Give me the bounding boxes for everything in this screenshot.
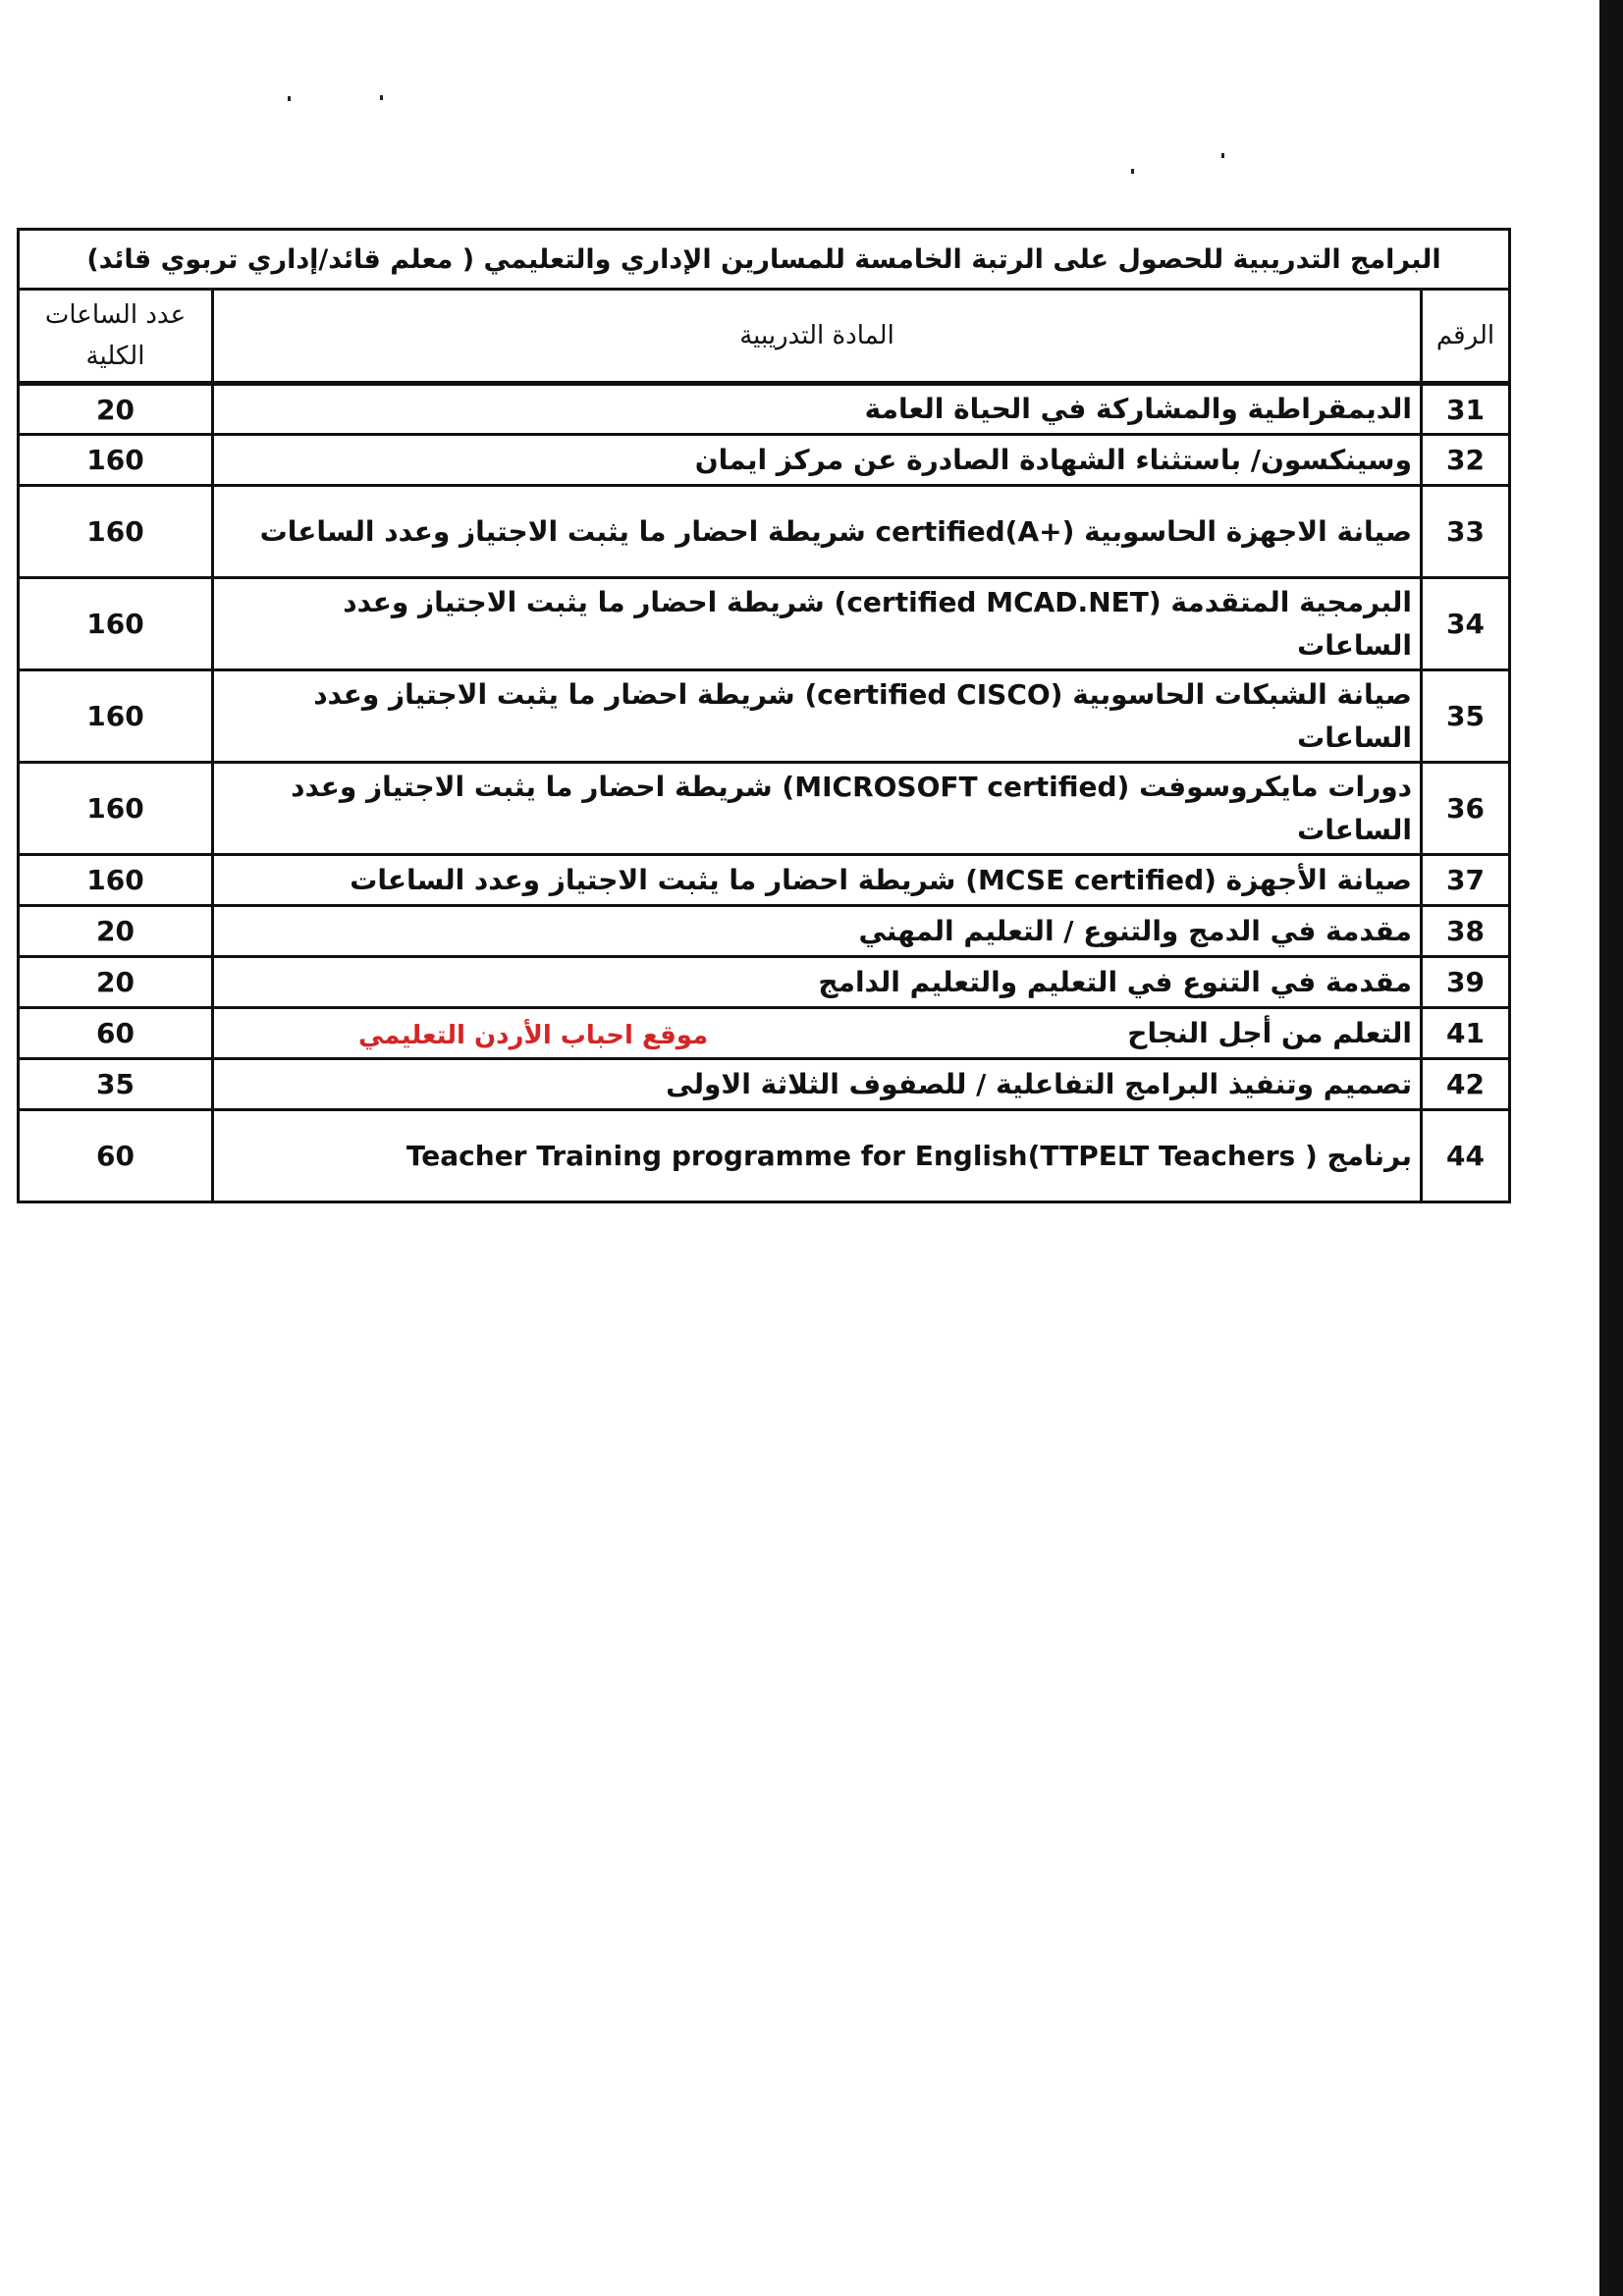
scan-speck [1131,169,1134,174]
row-hours: 160 [19,855,213,906]
table-row [19,578,1510,670]
row-subject: مقدمة في التنوع في التعليم والتعليم الدامج [213,957,1422,1008]
row-number: 42 [1422,1059,1510,1110]
row-subject: وسينكسون/ باستثناء الشهادة الصادرة عن مركز ايمان [213,435,1422,486]
row-hours: 60 [19,1008,213,1059]
table-row [19,486,1510,578]
row-subject: دورات مايكروسوفت (MICROSOFT certified) شريطة احضار ما يثبت الاجتياز وعدد الساعات [213,763,1422,855]
row-hours: 160 [19,435,213,486]
row-number: 35 [1422,670,1510,763]
scan-speck [380,95,383,100]
row-number: 38 [1422,906,1510,957]
row-subject: صيانة الأجهزة (MCSE certified) شريطة احضار ما يثبت الاجتياز وعدد الساعات [213,855,1422,906]
header-number: الرقم [1422,290,1510,384]
row-hours: 20 [19,384,213,435]
row-number: 32 [1422,435,1510,486]
row-hours: 160 [19,578,213,670]
row-hours: 20 [19,906,213,957]
row-number: 33 [1422,486,1510,578]
header-hours-line2: الكلية [85,342,145,371]
row-hours: 160 [19,486,213,578]
table-row [19,906,1510,957]
table-row [19,670,1510,763]
row-subject: مقدمة في الدمج والتنوع / التعليم المهني [213,906,1422,957]
row-number: 41 [1422,1008,1510,1059]
table-row [19,763,1510,855]
scan-speck [1221,153,1224,158]
training-programs-table [17,228,1511,1203]
row-subject: تصميم وتنفيذ البرامج التفاعلية / للصفوف الثلاثة الاولى [213,1059,1422,1110]
scan-speck [288,96,291,101]
row-subject: التعلم من أجل النجاح [213,1008,1422,1059]
row-hours: 160 [19,670,213,763]
row-hours: 35 [19,1059,213,1110]
row-hours: 20 [19,957,213,1008]
header-subject: المادة التدريبية [213,290,1422,384]
table-row [19,384,1510,435]
table-row [19,1110,1510,1202]
row-subject: صيانة الشبكات الحاسوبية (certified CISCO) شريطة احضار ما يثبت الاجتياز وعدد الساعات [213,670,1422,763]
row-subject: البرمجية المتقدمة (certified MCAD.NET) شريطة احضار ما يثبت الاجتياز وعدد الساعات [213,578,1422,670]
table-row [19,1059,1510,1110]
watermark-text: موقع احباب الأردن التعليمي [358,1021,709,1050]
table-row [19,957,1510,1008]
table-title: البرامج التدريبية للحصول على الرتبة الخامسة للمسارين الإداري والتعليمي ( معلم قائد/إداري تربوي قائد) [19,230,1510,290]
row-number: 34 [1422,578,1510,670]
header-hours-line1: عدد الساعات [44,300,187,330]
header-hours [19,290,213,384]
row-number: 31 [1422,384,1510,435]
row-number: 44 [1422,1110,1510,1202]
table-row [19,435,1510,486]
scan-edge [1599,0,1623,2296]
row-number: 36 [1422,763,1510,855]
table-row [19,1008,1510,1059]
row-hours: 160 [19,763,213,855]
row-hours: 60 [19,1110,213,1202]
row-subject: الديمقراطية والمشاركة في الحياة العامة [213,384,1422,435]
row-number: 39 [1422,957,1510,1008]
row-number: 37 [1422,855,1510,906]
row-subject: صيانة الاجهزة الحاسوبية (+certified(A شريطة احضار ما يثبت الاجتياز وعدد الساعات [213,486,1422,578]
table-row [19,855,1510,906]
row-subject: برنامج ( Teacher Training programme for English(TTPELT Teachers [213,1110,1422,1202]
